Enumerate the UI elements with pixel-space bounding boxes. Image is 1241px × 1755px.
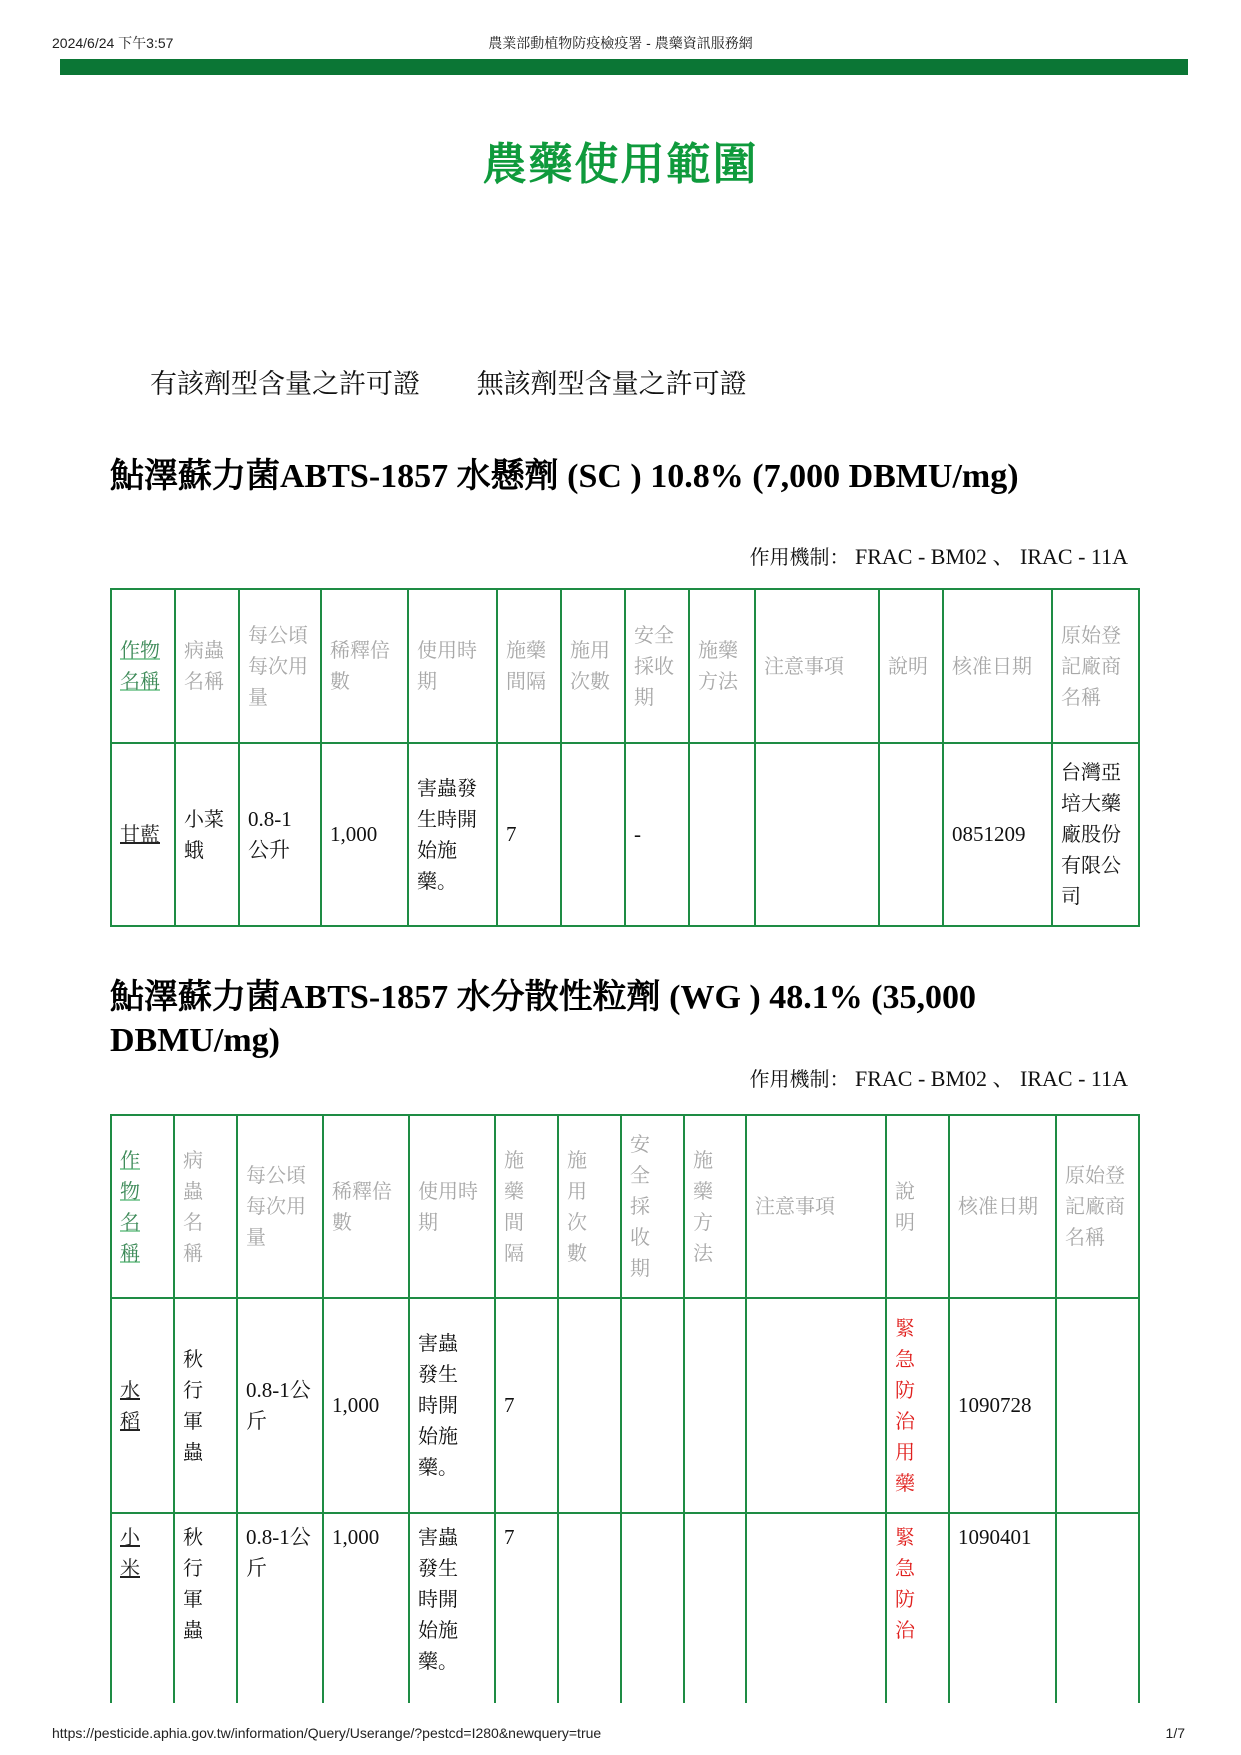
col-dilution: 稀釋倍數	[323, 1115, 409, 1298]
col-pest: 病蟲名稱	[174, 1115, 237, 1298]
col-phi: 安全採收期	[621, 1115, 684, 1298]
print-datetime: 2024/6/24 下午3:57	[52, 35, 174, 51]
col-registrant: 原始登記廠商名稱	[1052, 589, 1139, 743]
col-dose: 每公頃每次用量	[237, 1115, 323, 1298]
col-times: 施用次數	[558, 1115, 621, 1298]
col-dilution: 稀釋倍數	[321, 589, 408, 743]
caution-cell	[746, 1298, 886, 1513]
crop-link[interactable]: 水稻	[120, 1377, 140, 1433]
col-interval: 施藥間隔	[497, 589, 561, 743]
mechanism-label: 作用機制：	[749, 545, 850, 569]
interval-cell: 7	[497, 743, 561, 926]
pest-cell: 秋行軍蟲	[174, 1298, 237, 1513]
page-indicator: 1/7	[1165, 1725, 1185, 1741]
col-method: 施藥方法	[689, 589, 755, 743]
col-approval-date: 核准日期	[949, 1115, 1056, 1298]
crop-link[interactable]: 甘藍	[120, 822, 160, 846]
phi-cell	[621, 1298, 684, 1513]
print-site-title: 農業部動植物防疫檢疫署 - 農藥資訊服務網	[488, 35, 753, 51]
dilution-cell: 1,000	[323, 1298, 409, 1513]
print-footer	[0, 1725, 1241, 1745]
col-caution: 注意事項	[755, 589, 879, 743]
link-without-license[interactable]: 無該劑型含量之許可證	[476, 369, 747, 400]
approval-date-cell: 1090728	[949, 1298, 1056, 1513]
col-times: 施用次數	[561, 589, 625, 743]
table-row	[111, 1298, 1139, 1513]
col-registrant: 原始登記廠商名稱	[1056, 1115, 1139, 1298]
col-phi: 安全採收期	[625, 589, 689, 743]
col-caution: 注意事項	[746, 1115, 886, 1298]
col-interval: 施藥間隔	[495, 1115, 558, 1298]
timing-cell: 害蟲發生時開始施藥。	[409, 1298, 495, 1513]
approval-date-cell: 1090401	[949, 1513, 1056, 1703]
col-pest: 病蟲名稱	[175, 589, 239, 743]
dose-cell: 0.8-1公升	[239, 743, 321, 926]
col-note: 說明	[879, 589, 943, 743]
timing-cell: 害蟲發生時開始施藥。	[408, 743, 497, 926]
pest-cell: 小菜蛾	[175, 743, 239, 926]
interval-cell: 7	[495, 1513, 558, 1703]
col-method: 施藥方法	[684, 1115, 746, 1298]
dose-cell: 0.8-1公斤	[237, 1298, 323, 1513]
col-crop[interactable]: 作物名稱	[111, 589, 175, 743]
registrant-cell	[1056, 1513, 1139, 1703]
method-cell	[684, 1298, 746, 1513]
table-row	[111, 1513, 1139, 1703]
interval-cell: 7	[495, 1298, 558, 1513]
phi-cell: -	[625, 743, 689, 926]
times-cell	[558, 1513, 621, 1703]
method-cell	[684, 1513, 746, 1703]
col-crop[interactable]: 作物名稱	[111, 1115, 174, 1298]
table-header-row	[111, 1115, 1139, 1298]
mechanism-label: 作用機制：	[749, 1067, 850, 1091]
col-timing: 使用時期	[409, 1115, 495, 1298]
section-title-wg: 鮎澤蘇力菌ABTS-1857 水分散性粒劑 (WG ) 48.1% (35,000 DBMU/mg)	[110, 979, 977, 1059]
pest-cell: 秋行軍蟲	[174, 1513, 237, 1703]
col-approval-date: 核准日期	[943, 589, 1052, 743]
dilution-cell: 1,000	[323, 1513, 409, 1703]
col-dose: 每公頃每次用量	[239, 589, 321, 743]
note-cell: 緊急防治用藥	[886, 1298, 949, 1513]
phi-cell	[621, 1513, 684, 1703]
col-note: 說明	[886, 1115, 949, 1298]
usage-table-wg	[110, 1114, 1140, 1703]
link-with-license[interactable]: 有該劑型含量之許可證	[150, 369, 420, 400]
approval-date-cell: 0851209	[943, 743, 1052, 926]
times-cell	[558, 1298, 621, 1513]
registrant-cell	[1056, 1298, 1139, 1513]
page-title: 農藥使用範圍	[482, 139, 759, 190]
timing-cell: 害蟲發生時開始施藥。	[409, 1513, 495, 1703]
mechanism-value: FRAC - BM02 、 IRAC - 11A	[855, 1066, 1128, 1091]
registrant-cell: 台灣亞培大藥廠股份有限公司	[1052, 743, 1139, 926]
section-title-sc: 鮎澤蘇力菌ABTS-1857 水懸劑 (SC ) 10.8% (7,000 DBMU/mg)	[110, 458, 1019, 495]
mechanism-value: FRAC - BM02 、 IRAC - 11A	[855, 544, 1128, 569]
col-timing: 使用時期	[408, 589, 497, 743]
note-cell: 緊急防治	[886, 1513, 949, 1703]
caution-cell	[746, 1513, 886, 1703]
dose-cell: 0.8-1公斤	[237, 1513, 323, 1703]
print-url: https://pesticide.aphia.gov.tw/information/Query/Userange/?pestcd=I280&newquery=true	[52, 1725, 602, 1741]
crop-link[interactable]: 小米	[120, 1525, 140, 1580]
dilution-cell: 1,000	[321, 743, 408, 926]
